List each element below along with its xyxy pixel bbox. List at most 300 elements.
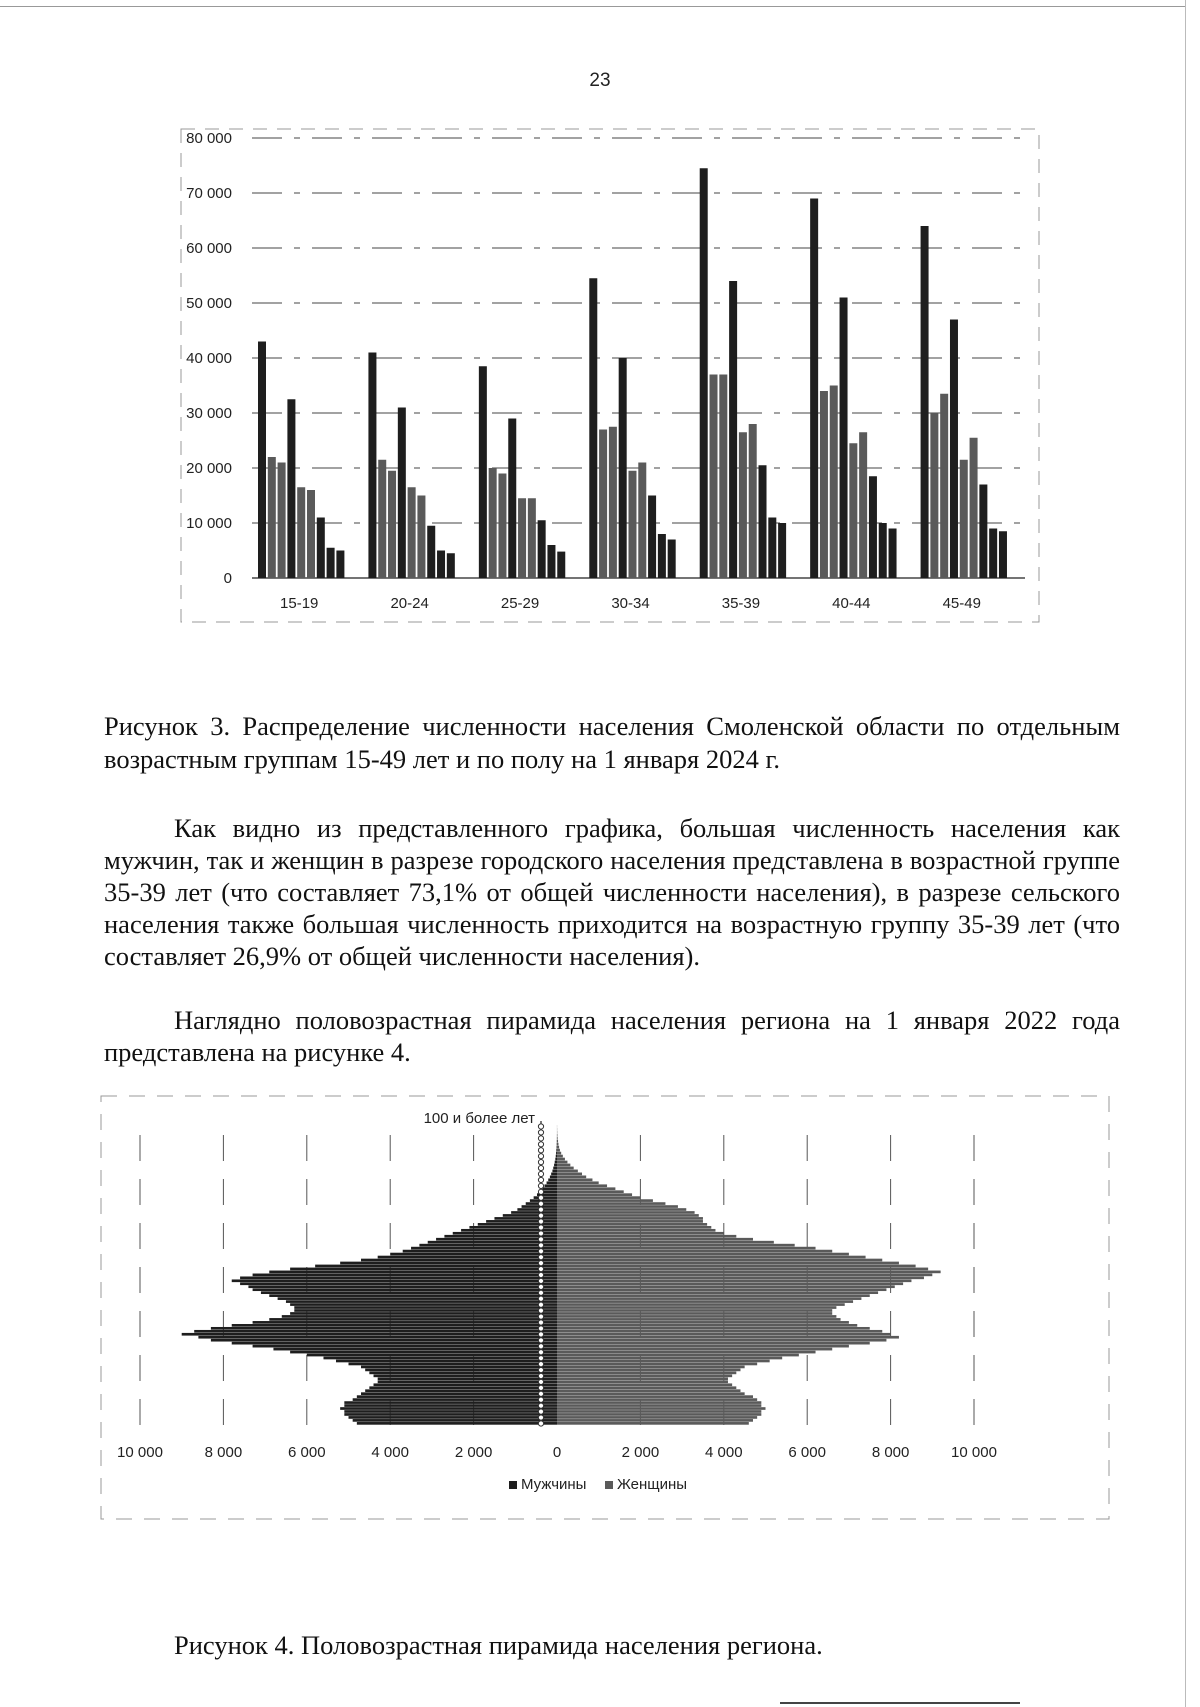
pyramid-bar-female bbox=[557, 1214, 699, 1217]
age-tick-marker bbox=[538, 1391, 543, 1396]
y-tick-label: 80 000 bbox=[186, 130, 232, 147]
bar-25-29-s3 bbox=[498, 474, 506, 579]
legend-label-male: Мужчины bbox=[521, 1476, 587, 1493]
x-tick-label: 0 bbox=[552, 1444, 562, 1461]
pyramid-bar-female bbox=[557, 1235, 736, 1238]
pyramid-bar-female bbox=[557, 1137, 558, 1140]
pyramid-bar-female bbox=[557, 1416, 757, 1419]
age-tick-marker bbox=[538, 1165, 543, 1170]
age-tick-marker bbox=[538, 1421, 543, 1426]
bar-35-39-s2 bbox=[710, 375, 718, 579]
age-tick-marker bbox=[538, 1207, 543, 1212]
age-tick-marker bbox=[538, 1373, 543, 1378]
pyramid-bar-male bbox=[428, 1241, 557, 1244]
pyramid-bar-male bbox=[307, 1354, 557, 1357]
pyramid-bar-male bbox=[182, 1333, 557, 1336]
pyramid-bar-male bbox=[353, 1419, 557, 1422]
bar-15-19-s4 bbox=[287, 399, 295, 578]
pyramid-bar-male bbox=[269, 1271, 557, 1274]
pyramid-bar-female bbox=[557, 1167, 574, 1170]
bar-45-49-s2 bbox=[930, 413, 938, 578]
bar-15-19-s3 bbox=[278, 463, 286, 579]
pyramid-bar-male bbox=[344, 1404, 557, 1407]
bar-20-24-s4 bbox=[398, 408, 406, 579]
bar-15-19-s5 bbox=[297, 487, 305, 578]
age-tick-marker bbox=[538, 1332, 543, 1337]
age-tick-marker bbox=[538, 1148, 543, 1153]
pyramid-bar-female bbox=[557, 1410, 761, 1413]
age-tick-marker bbox=[538, 1255, 543, 1260]
pyramid-bar-male bbox=[232, 1342, 557, 1345]
pyramid-bar-female bbox=[557, 1372, 736, 1375]
x-tick-label: 4 000 bbox=[705, 1444, 743, 1461]
age-tick-marker bbox=[538, 1130, 543, 1135]
pyramid-bar-male bbox=[261, 1291, 557, 1294]
population-pyramid-chart bbox=[100, 1095, 1110, 1525]
pyramid-bar-female bbox=[557, 1321, 849, 1324]
pyramid-bar-male bbox=[253, 1321, 557, 1324]
pyramid-bar-male bbox=[294, 1306, 557, 1309]
age-tick-marker bbox=[538, 1415, 543, 1420]
bar-45-49-s6 bbox=[970, 438, 978, 578]
pyramid-bar-male bbox=[194, 1330, 557, 1333]
pyramid-bar-male bbox=[323, 1357, 557, 1360]
age-tick-marker bbox=[538, 1320, 543, 1325]
pyramid-bar-male bbox=[315, 1265, 557, 1268]
bar-20-24-s6 bbox=[417, 496, 425, 579]
bar-40-44-s3 bbox=[830, 386, 838, 579]
age-tick-marker bbox=[538, 1201, 543, 1206]
pyramid-bar-female bbox=[557, 1190, 624, 1193]
pyramid-bar-female bbox=[557, 1175, 586, 1178]
bar-40-44-s6 bbox=[859, 432, 867, 578]
pyramid-bar-female bbox=[557, 1178, 592, 1181]
page-right-edge bbox=[1185, 0, 1186, 1707]
y-tick-label: 50 000 bbox=[186, 295, 232, 312]
pyramid-bar-male bbox=[269, 1318, 557, 1321]
age-tick-marker bbox=[538, 1183, 543, 1188]
pyramid-bar-male bbox=[269, 1294, 557, 1297]
x-tick-label: 2 000 bbox=[454, 1444, 493, 1461]
pyramid-bar-female bbox=[557, 1407, 766, 1410]
body-paragraph-1: Как видно из представленного графика, большая численность населения как мужчин, так и женщин в разрезе городского населения представлена в возрастной группе 35-39 лет (что составляет 73,1% от общей численности населения), в разрезе сельского населения также большая численность приходится на возрастную группу 35-39 лет (что составляет 26,9% от общей численности населения). bbox=[104, 813, 1120, 971]
pyramid-bar-male bbox=[419, 1244, 557, 1247]
pyramid-bar-female bbox=[557, 1327, 870, 1330]
bar-20-24-s2 bbox=[378, 460, 386, 578]
bar-30-34-s9 bbox=[668, 540, 676, 579]
bar-40-44-s2 bbox=[820, 391, 828, 578]
pyramid-bar-male bbox=[253, 1288, 557, 1291]
pyramid-bar-male bbox=[378, 1256, 557, 1259]
pyramid-bar-male bbox=[494, 1217, 557, 1220]
pyramid-bar-female bbox=[557, 1146, 559, 1149]
pyramid-bar-female bbox=[557, 1205, 678, 1208]
age-tick-marker bbox=[538, 1124, 543, 1129]
pyramid-bar-female bbox=[557, 1398, 757, 1401]
pyramid-bar-female bbox=[557, 1333, 891, 1336]
age-tick-marker bbox=[538, 1308, 543, 1313]
pyramid-bar-female bbox=[557, 1375, 732, 1378]
bar-35-39-s9 bbox=[778, 523, 786, 578]
age-tick-marker bbox=[538, 1326, 543, 1331]
pyramid-bar-male bbox=[554, 1164, 557, 1167]
age-tick-marker bbox=[538, 1195, 543, 1200]
pyramid-bar-male bbox=[403, 1250, 557, 1253]
pyramid-bar-male bbox=[344, 1410, 557, 1413]
pyramid-bar-female bbox=[557, 1303, 845, 1306]
pyramid-bar-female bbox=[557, 1422, 749, 1425]
bar-25-29-s5 bbox=[518, 498, 526, 578]
x-tick-label: 10 000 bbox=[117, 1444, 163, 1461]
pyramid-bar-female bbox=[557, 1348, 832, 1351]
pyramid-bar-male bbox=[290, 1312, 557, 1315]
pyramid-bar-male bbox=[357, 1395, 557, 1398]
pyramid-bar-female bbox=[557, 1401, 761, 1404]
pyramid-bar-male bbox=[374, 1375, 557, 1378]
age-tick-marker bbox=[538, 1290, 543, 1295]
pyramid-bar-female bbox=[557, 1363, 757, 1366]
pyramid-bar-male bbox=[369, 1372, 557, 1375]
pyramid-bar-male bbox=[378, 1380, 557, 1383]
age-tick-marker bbox=[538, 1284, 543, 1289]
bar-15-19-s7 bbox=[317, 518, 325, 579]
pyramid-bar-male bbox=[349, 1363, 558, 1366]
pyramid-bar-female bbox=[557, 1276, 924, 1279]
bar-40-44-s5 bbox=[849, 443, 857, 578]
bar-20-24-s3 bbox=[388, 471, 396, 578]
pyramid-bar-female bbox=[557, 1143, 558, 1146]
figure-4-caption: Рисунок 4. Половозрастная пирамида населения региона. bbox=[174, 1630, 823, 1660]
bar-30-34-s3 bbox=[609, 427, 617, 578]
x-tick-label: 8 000 bbox=[204, 1444, 243, 1461]
pyramid-bar-female bbox=[557, 1360, 770, 1363]
age-tick-marker bbox=[538, 1278, 543, 1283]
pyramid-bar-male bbox=[344, 1401, 557, 1404]
pyramid-bar-female bbox=[557, 1300, 853, 1303]
bar-25-29-s9 bbox=[557, 552, 565, 578]
pyramid-bar-female bbox=[557, 1158, 565, 1161]
x-tick-label: 10 000 bbox=[951, 1444, 997, 1461]
legend-label-female: Женщины bbox=[617, 1476, 688, 1493]
top-age-label: 100 и более лет bbox=[423, 1110, 535, 1127]
pyramid-bar-male bbox=[555, 1161, 557, 1164]
x-category-label: 15-19 bbox=[280, 595, 319, 612]
age-tick-marker bbox=[538, 1296, 543, 1301]
pyramid-bar-female bbox=[557, 1241, 774, 1244]
pyramid-bar-female bbox=[557, 1220, 703, 1223]
pyramid-bar-female bbox=[557, 1238, 753, 1241]
bar-30-34-s5 bbox=[628, 471, 636, 578]
bar-35-39-s1 bbox=[700, 168, 708, 578]
pyramid-bar-male bbox=[374, 1383, 557, 1386]
bar-45-49-s8 bbox=[989, 529, 997, 579]
pyramid-bar-female bbox=[557, 1229, 715, 1232]
pyramid-bar-female bbox=[557, 1315, 836, 1318]
bar-20-24-s5 bbox=[408, 487, 416, 578]
y-tick-label: 20 000 bbox=[186, 460, 232, 477]
bar-15-19-s6 bbox=[307, 490, 315, 578]
pyramid-bar-female bbox=[557, 1193, 632, 1196]
age-tick-marker bbox=[538, 1302, 543, 1307]
pyramid-bar-male bbox=[390, 1253, 557, 1256]
bar-45-49-s1 bbox=[921, 226, 929, 578]
bar-35-39-s7 bbox=[759, 465, 767, 578]
age-tick-marker bbox=[538, 1243, 543, 1248]
bar-25-29-s7 bbox=[538, 520, 546, 578]
pyramid-bar-male bbox=[517, 1208, 557, 1211]
pyramid-bar-male bbox=[556, 1152, 557, 1155]
bar-25-29-s6 bbox=[528, 498, 536, 578]
pyramid-bar-female bbox=[557, 1369, 740, 1372]
pyramid-bar-male bbox=[378, 1377, 557, 1380]
age-tick-marker bbox=[538, 1409, 543, 1414]
pyramid-bar-male bbox=[278, 1297, 557, 1300]
bar-20-24-s9 bbox=[447, 553, 455, 578]
pyramid-bar-female bbox=[557, 1297, 861, 1300]
pyramid-bar-female bbox=[557, 1199, 653, 1202]
pyramid-bar-female bbox=[557, 1377, 728, 1380]
x-category-label: 25-29 bbox=[500, 595, 540, 612]
pyramid-bar-female bbox=[557, 1149, 560, 1152]
pyramid-bar-male bbox=[548, 1178, 557, 1181]
pyramid-bar-female bbox=[557, 1256, 866, 1259]
age-tick-marker bbox=[538, 1171, 543, 1176]
pyramid-bar-female bbox=[557, 1354, 799, 1357]
pyramid-bar-female bbox=[557, 1173, 582, 1176]
pyramid-bar-female bbox=[557, 1389, 740, 1392]
pyramid-bar-male bbox=[550, 1175, 557, 1178]
age-tick-marker bbox=[538, 1344, 543, 1349]
age-tick-marker bbox=[538, 1397, 543, 1402]
legend-swatch-female bbox=[605, 1481, 613, 1489]
pyramid-bar-female bbox=[557, 1342, 870, 1345]
age-tick-marker bbox=[538, 1350, 543, 1355]
x-category-label: 35-39 bbox=[721, 595, 761, 612]
pyramid-bar-male bbox=[544, 1184, 557, 1187]
x-category-label: 40-44 bbox=[832, 595, 871, 612]
pyramid-bar-female bbox=[557, 1357, 782, 1360]
pyramid-bar-male bbox=[340, 1262, 557, 1265]
pyramid-bar-female bbox=[557, 1232, 724, 1235]
x-tick-label: 8 000 bbox=[871, 1444, 910, 1461]
bar-40-44-s8 bbox=[879, 523, 887, 578]
bar-30-34-s7 bbox=[648, 496, 656, 579]
pyramid-bar-male bbox=[556, 1155, 557, 1158]
y-tick-label: 40 000 bbox=[186, 350, 232, 367]
bar-45-49-s9 bbox=[999, 531, 1007, 578]
pyramid-bar-female bbox=[557, 1217, 703, 1220]
pyramid-bar-male bbox=[253, 1274, 557, 1277]
pyramid-bar-male bbox=[361, 1259, 557, 1262]
pyramid-bar-female bbox=[557, 1253, 849, 1256]
pyramid-bar-female bbox=[557, 1226, 711, 1229]
pyramid-bar-female bbox=[557, 1330, 882, 1333]
pyramid-bar-male bbox=[534, 1196, 557, 1199]
pyramid-bar-female bbox=[557, 1395, 753, 1398]
pyramid-bar-female bbox=[557, 1288, 886, 1291]
age-tick-marker bbox=[538, 1261, 543, 1266]
pyramid-bar-male bbox=[240, 1282, 557, 1285]
pyramid-bar-male bbox=[286, 1300, 557, 1303]
pyramid-bar-male bbox=[232, 1324, 557, 1327]
bar-45-49-s7 bbox=[979, 485, 987, 579]
pyramid-bar-female bbox=[557, 1404, 761, 1407]
pyramid-bar-female bbox=[557, 1161, 567, 1164]
age-tick-marker bbox=[538, 1177, 543, 1182]
bar-25-29-s1 bbox=[479, 366, 487, 578]
bar-35-39-s8 bbox=[768, 518, 776, 579]
pyramid-bar-male bbox=[282, 1315, 557, 1318]
pyramid-bar-female bbox=[557, 1170, 578, 1173]
pyramid-bar-female bbox=[557, 1211, 695, 1214]
pyramid-bar-female bbox=[557, 1294, 870, 1297]
pyramid-bar-male bbox=[556, 1149, 557, 1152]
pyramid-bar-male bbox=[555, 1158, 557, 1161]
pyramid-bar-male bbox=[294, 1309, 557, 1312]
pyramid-bar-female bbox=[557, 1366, 745, 1369]
x-tick-label: 6 000 bbox=[788, 1444, 826, 1461]
pyramid-bar-male bbox=[361, 1392, 557, 1395]
pyramid-bar-male bbox=[357, 1422, 557, 1425]
bar-35-39-s5 bbox=[739, 432, 747, 578]
bar-30-34-s1 bbox=[589, 278, 597, 578]
pyramid-bar-female bbox=[557, 1268, 928, 1271]
bar-20-24-s1 bbox=[368, 353, 376, 579]
age-tick-marker bbox=[538, 1160, 543, 1165]
pyramid-bar-female bbox=[557, 1386, 736, 1389]
x-category-label: 20-24 bbox=[390, 595, 429, 612]
pyramid-bar-male bbox=[344, 1413, 557, 1416]
bar-40-44-s1 bbox=[810, 199, 818, 579]
y-tick-label: 30 000 bbox=[186, 405, 232, 422]
bar-25-29-s4 bbox=[508, 419, 516, 579]
age-tick-marker bbox=[538, 1367, 543, 1372]
age-group-bar-chart bbox=[180, 128, 1040, 688]
pyramid-bar-male bbox=[511, 1211, 557, 1214]
pyramid-bar-male bbox=[361, 1366, 557, 1369]
pyramid-bar-male bbox=[478, 1223, 557, 1226]
pyramid-bar-male bbox=[232, 1279, 557, 1282]
pyramid-bar-male bbox=[552, 1170, 557, 1173]
age-tick-marker bbox=[538, 1385, 543, 1390]
pyramid-bar-male bbox=[503, 1214, 557, 1217]
x-tick-label: 2 000 bbox=[621, 1444, 660, 1461]
pyramid-bar-female bbox=[557, 1223, 707, 1226]
bar-30-34-s4 bbox=[619, 358, 627, 578]
pyramid-bar-male bbox=[211, 1327, 557, 1330]
y-tick-label: 60 000 bbox=[186, 240, 232, 257]
bar-15-19-s8 bbox=[327, 548, 335, 578]
age-tick-marker bbox=[538, 1154, 543, 1159]
pyramid-bar-female bbox=[557, 1345, 849, 1348]
pyramid-bar-male bbox=[553, 1167, 557, 1170]
pyramid-bar-female bbox=[557, 1271, 941, 1274]
x-tick-label: 4 000 bbox=[371, 1444, 409, 1461]
legend-swatch-male bbox=[509, 1481, 517, 1489]
pyramid-bar-female bbox=[557, 1419, 753, 1422]
pyramid-bar-male bbox=[290, 1303, 557, 1306]
bar-45-49-s3 bbox=[940, 394, 948, 578]
pyramid-bar-male bbox=[290, 1351, 557, 1354]
age-tick-marker bbox=[538, 1231, 543, 1236]
bar-15-19-s2 bbox=[268, 457, 276, 578]
pyramid-bar-female bbox=[557, 1250, 832, 1253]
bar-20-24-s7 bbox=[427, 526, 435, 578]
pyramid-bar-female bbox=[557, 1291, 878, 1294]
x-category-label: 45-49 bbox=[942, 595, 981, 612]
pyramid-bar-female bbox=[557, 1187, 615, 1190]
pyramid-bar-female bbox=[557, 1181, 599, 1184]
age-tick-marker bbox=[538, 1219, 543, 1224]
pyramid-bar-male bbox=[349, 1416, 558, 1419]
age-tick-marker bbox=[538, 1237, 543, 1242]
pyramid-bar-male bbox=[253, 1345, 557, 1348]
pyramid-bar-female bbox=[557, 1262, 899, 1265]
bar-25-29-s2 bbox=[489, 468, 497, 578]
pyramid-bar-female bbox=[557, 1244, 795, 1247]
pyramid-bar-female bbox=[557, 1318, 841, 1321]
bar-40-44-s4 bbox=[840, 298, 848, 579]
pyramid-bar-female bbox=[557, 1202, 665, 1205]
pyramid-bar-male bbox=[411, 1247, 557, 1250]
pyramid-bar-female bbox=[557, 1336, 899, 1339]
pyramid-bar-female bbox=[557, 1324, 857, 1327]
page-number: 23 bbox=[589, 70, 611, 91]
bar-45-49-s4 bbox=[950, 320, 958, 579]
age-tick-marker bbox=[538, 1379, 543, 1384]
pyramid-bar-female bbox=[557, 1306, 836, 1309]
pyramid-bar-male bbox=[369, 1386, 557, 1389]
pyramid-bar-male bbox=[365, 1389, 557, 1392]
bar-35-39-s3 bbox=[719, 375, 727, 579]
pyramid-bar-male bbox=[542, 1187, 557, 1190]
body-paragraph-2: Наглядно половозрастная пирамида населения региона на 1 января 2022 года представлена на рисунке 4. bbox=[104, 1005, 1120, 1067]
bar-45-49-s5 bbox=[960, 460, 968, 578]
pyramid-bar-female bbox=[557, 1164, 570, 1167]
bar-20-24-s8 bbox=[437, 551, 445, 579]
page-top-rule bbox=[0, 6, 1185, 7]
pyramid-bar-female bbox=[557, 1155, 563, 1158]
age-tick-marker bbox=[538, 1189, 543, 1194]
bar-35-39-s6 bbox=[749, 424, 757, 578]
pyramid-bar-female bbox=[557, 1282, 903, 1285]
age-tick-marker bbox=[538, 1142, 543, 1147]
pyramid-bar-male bbox=[290, 1268, 557, 1271]
bar-25-29-s8 bbox=[547, 545, 555, 578]
pyramid-bar-male bbox=[273, 1348, 557, 1351]
bar-35-39-s4 bbox=[729, 281, 737, 578]
age-tick-marker bbox=[538, 1338, 543, 1343]
pyramid-bar-female bbox=[557, 1265, 916, 1268]
pyramid-bar-female bbox=[557, 1383, 732, 1386]
age-tick-marker bbox=[538, 1225, 543, 1230]
age-tick-marker bbox=[538, 1213, 543, 1218]
pyramid-bar-male bbox=[198, 1336, 557, 1339]
bar-30-34-s2 bbox=[599, 430, 607, 579]
pyramid-bar-male bbox=[211, 1339, 557, 1342]
figure-3-caption: Рисунок 3. Распределение численности населения Смоленской области по отдельным возрастным группам 15-49 лет и по полу на 1 января 2024 г. bbox=[104, 711, 1120, 774]
pyramid-bar-female bbox=[557, 1247, 816, 1250]
bar-15-19-s1 bbox=[258, 342, 266, 579]
bar-30-34-s8 bbox=[658, 534, 666, 578]
pyramid-bar-male bbox=[353, 1398, 557, 1401]
age-tick-marker bbox=[538, 1249, 543, 1254]
pyramid-bar-female bbox=[557, 1312, 832, 1315]
pyramid-bar-female bbox=[557, 1339, 886, 1342]
pyramid-bar-male bbox=[248, 1285, 557, 1288]
pyramid-bar-female bbox=[557, 1184, 607, 1187]
age-tick-marker bbox=[538, 1136, 543, 1141]
